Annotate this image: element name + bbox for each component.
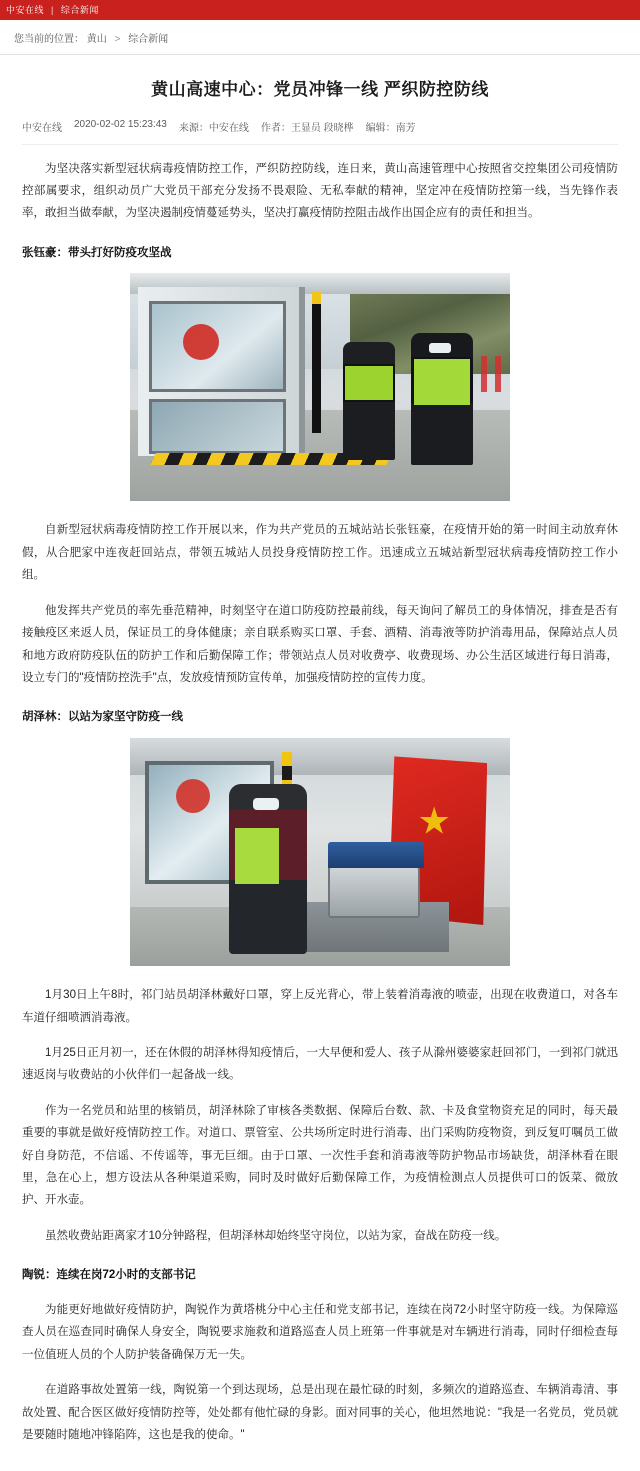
meta-author: 作者：王显员 段晓桦 <box>260 122 354 134</box>
photo-case-lid <box>328 842 424 868</box>
breadcrumb-item-huangshan[interactable]: 黄山 <box>86 34 107 45</box>
page-title: 黄山高速中心：党员冲锋一线 严织防控防线 <box>151 80 489 99</box>
article-subheading: 陶锐：连续在岗72小时的支部书记 <box>22 1269 196 1282</box>
photo-officer-right <box>411 333 473 465</box>
site-top-bar-channel: 综合新闻 <box>60 5 99 15</box>
article-meta <box>22 119 618 145</box>
photo-striped-pole <box>312 292 321 433</box>
photo-officer-left <box>343 342 395 460</box>
article-paragraph: 作为一名党员和站里的核销员，胡泽林除了审核各类数据、保障后台数、款、卡及食堂物资充足的同时，每天最重要的事就是做好疫情防控工作。对道口、票管室、公共场所定时进行消毒、出门采购防疫物资，到反复叮嘱员工做好自身防范，不信谣、不传谣等，事无巨细。由于口罩、一次性手套和消毒液等防护物品市场缺货，胡泽林看在眼里，急在心上，想方设法从各种渠道采购，同时及时做好后勤保障工作，为疫情检测点人员提供可口的饭菜、微放护、开水壶。 <box>22 1104 618 1207</box>
site-top-bar <box>0 0 640 20</box>
article-paragraph: 虽然收费站距离家才10分钟路程，但胡泽林却始终坚守岗位，以站为家，奋战在防疫一线。 <box>45 1229 507 1242</box>
photo-safety-vest <box>235 828 279 884</box>
article-photo-2 <box>22 738 618 971</box>
photo-red-emblem <box>176 779 210 813</box>
breadcrumb-separator: > <box>114 34 121 45</box>
site-top-bar-site: 中安在线 <box>6 5 45 15</box>
article-paragraph: 1月25日正月初一，还在休假的胡泽林得知疫情后，一大早便和爱人、孩子从滁州婆婆家赶回祁门，一到祁门就迅速返岗与收费站的小伙伴们一起备战一线。 <box>22 1046 618 1082</box>
article-paragraph: 1月30日上午8时，祁门站员胡泽林戴好口罩，穿上反光背心，带上装着消毒液的喷壶，出现在收费道口，对各车车道仔细喷洒消毒液。 <box>22 989 618 1024</box>
article-paragraph: 为能更好地做好疫情防护，陶锐作为黄塔桃分中心主任和党支部书记，连续在岗72小时坚守防疫一线。为保障巡查人员在巡查同时确保人身安全，陶锐要求施救和道路巡查人员上班第一件事就是对车辆进行消毒，同时仔细检查每一位值班人员的个人防护装备确保万无一失。 <box>22 1304 618 1361</box>
article-body <box>0 77 640 1471</box>
photo-toll-booth-officers <box>130 273 510 501</box>
meta-site: 中安在线 <box>22 122 62 134</box>
photo-equipment-case <box>328 866 420 918</box>
photo-face-mask <box>429 343 451 353</box>
article-paragraph: 在道路事故处置第一线，陶锐第一个到达现场，总是出现在最忙碌的时刻，多频次的道路巡查、车辆消毒清、事故处置、配合医区做好疫情防控等，处处都有他忙碌的身影。面对同事的关心，他坦然地说："我是一名党员，党员就是要随时随地冲锋陷阵，这也是我的使命。" <box>22 1384 618 1442</box>
breadcrumb-bar <box>0 20 640 55</box>
article-paragraph: 他发挥共产党员的率先垂范精神，时刻坚守在道口防疫防控最前线，每天询问了解员工的身体情况，排查是否有接触疫区来返人员，保证员工的身体健康；亲自联系购买口罩、手套、酒精、消毒液等防护消毒用品，保障站点人员和地方政府防疫队伍的防护工作和后勤保障工作；带领站点人员对收费亭、收费现场、办公生活区域进行每日消毒，设立专门的"疫情防控洗手"点，发放疫情预防宣传单，加强疫情防控的宣传力度。 <box>22 604 618 684</box>
meta-source: 来源：中安在线 <box>178 122 249 134</box>
breadcrumb <box>14 30 626 45</box>
photo-safety-vest <box>345 366 393 400</box>
article-paragraph: 自新型冠状病毒疫情防控工作开展以来，作为共产党员的五城站站长张钰豪，在疫情开始的第一时间主动放弃休假，从合肥家中连夜赶回站点，带领五城站人员投身疫情防控工作。迅速成立五城站新型冠状病毒疫情防控工作小组。 <box>22 524 618 582</box>
article-subheading: 张钰豪：带头打好防疫攻坚战 <box>22 246 172 259</box>
meta-publish-time: 2020-02-02 15:23:43 <box>74 118 167 130</box>
photo-toll-woman-disinfect <box>130 738 510 966</box>
photo-red-emblem <box>183 324 219 360</box>
article-photo-1 <box>22 273 618 506</box>
photo-safety-vest <box>414 359 470 405</box>
photo-booth-window-lower <box>149 399 286 454</box>
photo-staff-woman <box>229 784 307 954</box>
breadcrumb-prefix: 您当前的位置： <box>14 34 84 45</box>
article-paragraph: 为坚决落实新型冠状病毒疫情防控工作，严织防控防线，连日来，黄山高速管理中心按照省交控集团公司疫情防控部属要求，组织动员广大党员干部充分发扬不畏艰险、无私奉献的精神，坚定冲在疫情防控第一线，当先锋作表率，敢担当做奉献，为坚决遏制疫情蔓延势头，坚决打赢疫情防控阻击战作出国企应有的责任和担当。 <box>22 162 618 220</box>
site-top-bar-separator: | <box>51 5 54 15</box>
photo-face-mask <box>253 798 279 810</box>
breadcrumb-item-news[interactable]: 综合新闻 <box>128 34 169 45</box>
article-subheading: 胡泽林：以站为家坚守防疫一线 <box>22 711 183 724</box>
meta-editor: 编辑：南芳 <box>365 122 416 134</box>
